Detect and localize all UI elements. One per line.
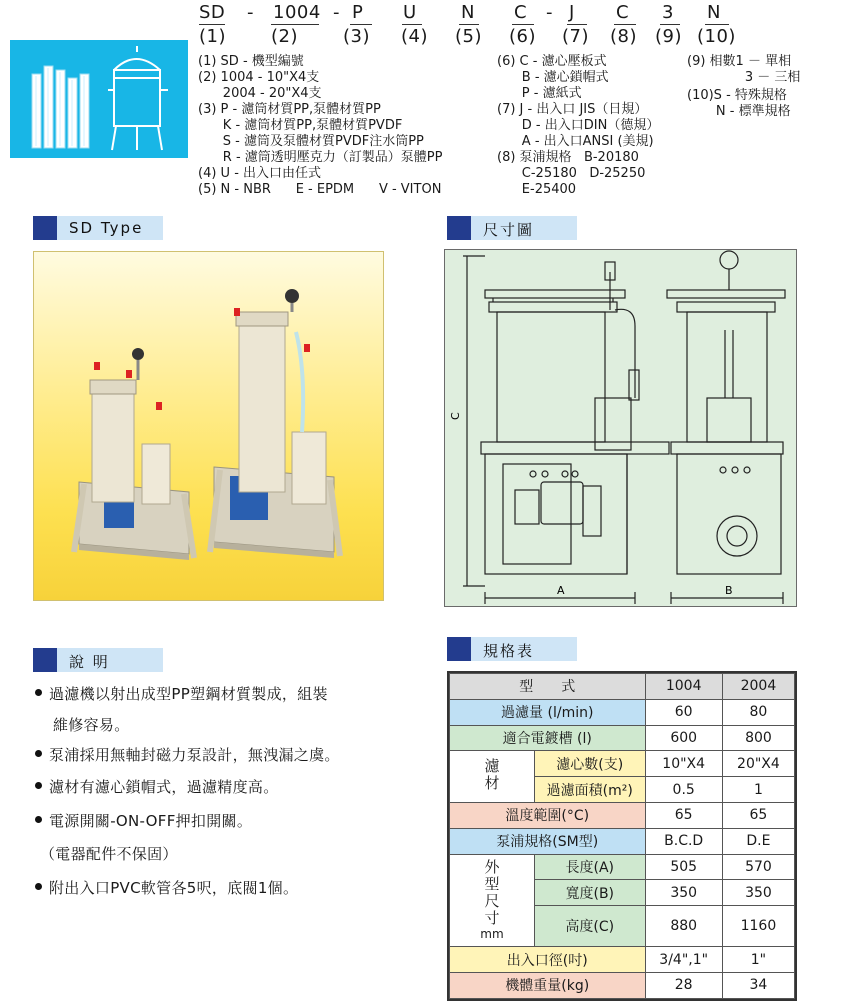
legend-line: 3 － 三相 — [687, 70, 801, 85]
legend-line: B - 濾心鎖帽式 — [497, 70, 609, 85]
model-code-part: 3 — [662, 2, 674, 23]
table-cell: 65 — [645, 802, 722, 828]
table-cell: 60 — [645, 699, 722, 725]
section-heading-sd-type — [33, 216, 163, 240]
group-text: 外型尺寸 — [482, 859, 501, 928]
table-cell: 泵浦規格(SM型) — [450, 828, 646, 854]
group-unit: mm — [480, 927, 504, 942]
table-cell: 溫度範圍(°C) — [450, 802, 646, 828]
description-item: 濾材有濾心鎖帽式，過濾精度高。 — [49, 778, 279, 796]
table-row — [450, 802, 795, 828]
bullet-icon — [35, 816, 42, 823]
legend-line: P - 濾紙式 — [497, 86, 582, 101]
table-cell: 20"X4 — [722, 751, 794, 777]
legend-line: A - 出入口ANSI (美規) — [497, 134, 654, 149]
table-cell: 350 — [645, 880, 722, 906]
model-code-underline — [350, 24, 372, 25]
section-heading-description — [33, 648, 163, 672]
model-code-underline — [614, 24, 636, 25]
section-title: SD Type — [69, 219, 144, 237]
model-code-part: - — [546, 2, 553, 23]
table-cell: 機體重量(kg) — [450, 972, 646, 998]
legend-line: (10)S - 特殊規格 — [687, 88, 787, 103]
legend-line: D - 出入口DIN（德規） — [497, 118, 660, 133]
legend-line: (8) 泵浦規格 B-20180 — [497, 150, 639, 165]
heading-marker — [33, 648, 57, 672]
description-item: 泵浦採用無軸封磁力泵設計，無洩漏之虞。 — [49, 746, 340, 764]
table-cell: 適合電鍍槽 (l) — [450, 725, 646, 751]
model-code-number: (4) — [401, 26, 428, 47]
table-row — [450, 854, 795, 880]
filter-unit-large — [210, 289, 340, 558]
table-cell: 高度(C) — [535, 906, 646, 947]
table-header-cell: 1004 — [645, 674, 722, 700]
table-row — [450, 674, 795, 700]
table-cell: 1 — [722, 777, 794, 803]
model-code-underline — [567, 24, 587, 25]
table-group-label — [450, 854, 535, 947]
table-cell: 長度(A) — [535, 854, 646, 880]
table-cell: 10"X4 — [645, 751, 722, 777]
legend-line: N - 標準規格 — [687, 104, 791, 119]
table-cell: 80 — [722, 699, 794, 725]
dimension-drawing — [444, 249, 797, 607]
legend-line: (4) U - 出入口由任式 — [198, 166, 322, 181]
description-item-continued: 維修容易。 — [53, 716, 130, 734]
table-cell: 65 — [722, 802, 794, 828]
bullet-icon — [35, 689, 42, 696]
model-code-number: (2) — [271, 26, 298, 47]
filter-product-icon — [10, 40, 188, 158]
table-cell: B.C.D — [645, 828, 722, 854]
model-code-number: (10) — [697, 26, 736, 47]
table-cell: 28 — [645, 972, 722, 998]
product-photo — [33, 251, 384, 601]
model-code-part: N — [707, 2, 721, 23]
description-item: 過濾機以射出成型PP塑鋼材質製成，組裝 — [49, 685, 328, 703]
section-title: 尺寸圖 — [483, 221, 535, 239]
model-code-number: (8) — [610, 26, 637, 47]
table-cell: 3/4",1" — [645, 947, 722, 973]
legend-line: (3) P - 濾筒材質PP,泵體材質PP — [198, 102, 381, 117]
section-title: 說 明 — [69, 653, 110, 671]
legend-line: 2004 - 20"X4支 — [198, 86, 322, 101]
model-code-part: SD — [199, 2, 226, 23]
description-note: （電器配件不保固） — [40, 845, 178, 863]
table-cell: 350 — [722, 880, 794, 906]
legend-line: (6) C - 濾心壓板式 — [497, 54, 607, 69]
table-cell: 505 — [645, 854, 722, 880]
table-cell: 出入口徑(吋) — [450, 947, 646, 973]
table-group-label — [450, 751, 535, 803]
heading-marker — [447, 637, 471, 661]
model-code-number: (9) — [655, 26, 682, 47]
table-header-cell: 2004 — [722, 674, 794, 700]
dimension-a-label: A — [557, 584, 565, 597]
model-code-part: - — [333, 2, 340, 23]
group-text: 濾材 — [482, 757, 501, 792]
section-heading-spec — [447, 637, 577, 661]
legend-line: (9) 相數1 － 單相 — [687, 54, 792, 69]
spec-table — [447, 671, 797, 1001]
legend-line: (1) SD - 機型編號 — [198, 54, 304, 69]
table-header-cell: 型 式 — [450, 674, 646, 700]
filter-unit-small — [74, 348, 194, 560]
table-row — [450, 725, 795, 751]
dimension-b-label: B — [725, 584, 733, 597]
model-code-part: J — [569, 2, 575, 23]
model-code-underline — [512, 24, 534, 25]
model-code-number: (6) — [509, 26, 536, 47]
table-cell: 1160 — [722, 906, 794, 947]
legend-line: C-25180 D-25250 — [497, 166, 646, 181]
model-code-number: (5) — [455, 26, 482, 47]
table-row — [450, 972, 795, 998]
model-code-part: 1004 — [273, 2, 321, 23]
table-cell: 0.5 — [645, 777, 722, 803]
table-cell: 880 — [645, 906, 722, 947]
table-cell: 34 — [722, 972, 794, 998]
table-cell: 570 — [722, 854, 794, 880]
model-code-underline — [402, 24, 422, 25]
table-row — [450, 947, 795, 973]
model-code-underline — [459, 24, 479, 25]
legend-line: (7) J - 出入口 JIS（日規） — [497, 102, 648, 117]
table-cell: D.E — [722, 828, 794, 854]
table-cell: 過濾量 (l/min) — [450, 699, 646, 725]
bullet-icon — [35, 782, 42, 789]
table-cell: 濾心數(支) — [535, 751, 646, 777]
bullet-icon — [35, 883, 42, 890]
model-code-number: (3) — [343, 26, 370, 47]
legend-line: E-25400 — [497, 182, 577, 197]
legend-line: S - 濾筒及泵體材質PVDF注水筒PP — [198, 134, 424, 149]
heading-marker — [33, 216, 57, 240]
dimension-c-label: C — [449, 412, 462, 420]
table-cell: 過濾面積(m²) — [535, 777, 646, 803]
model-code-part: U — [403, 2, 417, 23]
model-code-number: (1) — [199, 26, 226, 47]
heading-marker — [447, 216, 471, 240]
model-code-underline — [705, 24, 729, 25]
bullet-icon — [35, 750, 42, 757]
model-code-underline — [660, 24, 680, 25]
table-cell: 800 — [722, 725, 794, 751]
legend-line: K - 濾筒材質PP,泵體材質PVDF — [198, 118, 403, 133]
model-code-underline — [271, 24, 319, 25]
description-item: 附出入口PVC軟管各5呎，底閥1個。 — [49, 879, 299, 897]
legend-line: (2) 1004 - 10"X4支 — [198, 70, 320, 85]
section-title: 規格表 — [483, 642, 535, 660]
legend-line: R - 濾筒透明壓克力（訂製品）泵體PP — [198, 150, 443, 165]
table-cell: 1" — [722, 947, 794, 973]
model-code-part: C — [514, 2, 528, 23]
model-code-part: P — [352, 2, 364, 23]
description-item: 電源開關-ON-OFF押扣開關。 — [49, 812, 253, 830]
model-code-part: C — [616, 2, 630, 23]
legend-line: (5) N - NBR E - EPDM V - VITON — [198, 182, 442, 197]
table-cell: 600 — [645, 725, 722, 751]
model-code-underline — [199, 24, 225, 25]
model-code-number: (7) — [562, 26, 589, 47]
table-row — [450, 751, 795, 777]
table-row — [450, 828, 795, 854]
table-row — [450, 699, 795, 725]
section-heading-drawing — [447, 216, 577, 240]
table-cell: 寬度(B) — [535, 880, 646, 906]
model-code-part: - — [247, 2, 254, 23]
model-code-part: N — [461, 2, 475, 23]
